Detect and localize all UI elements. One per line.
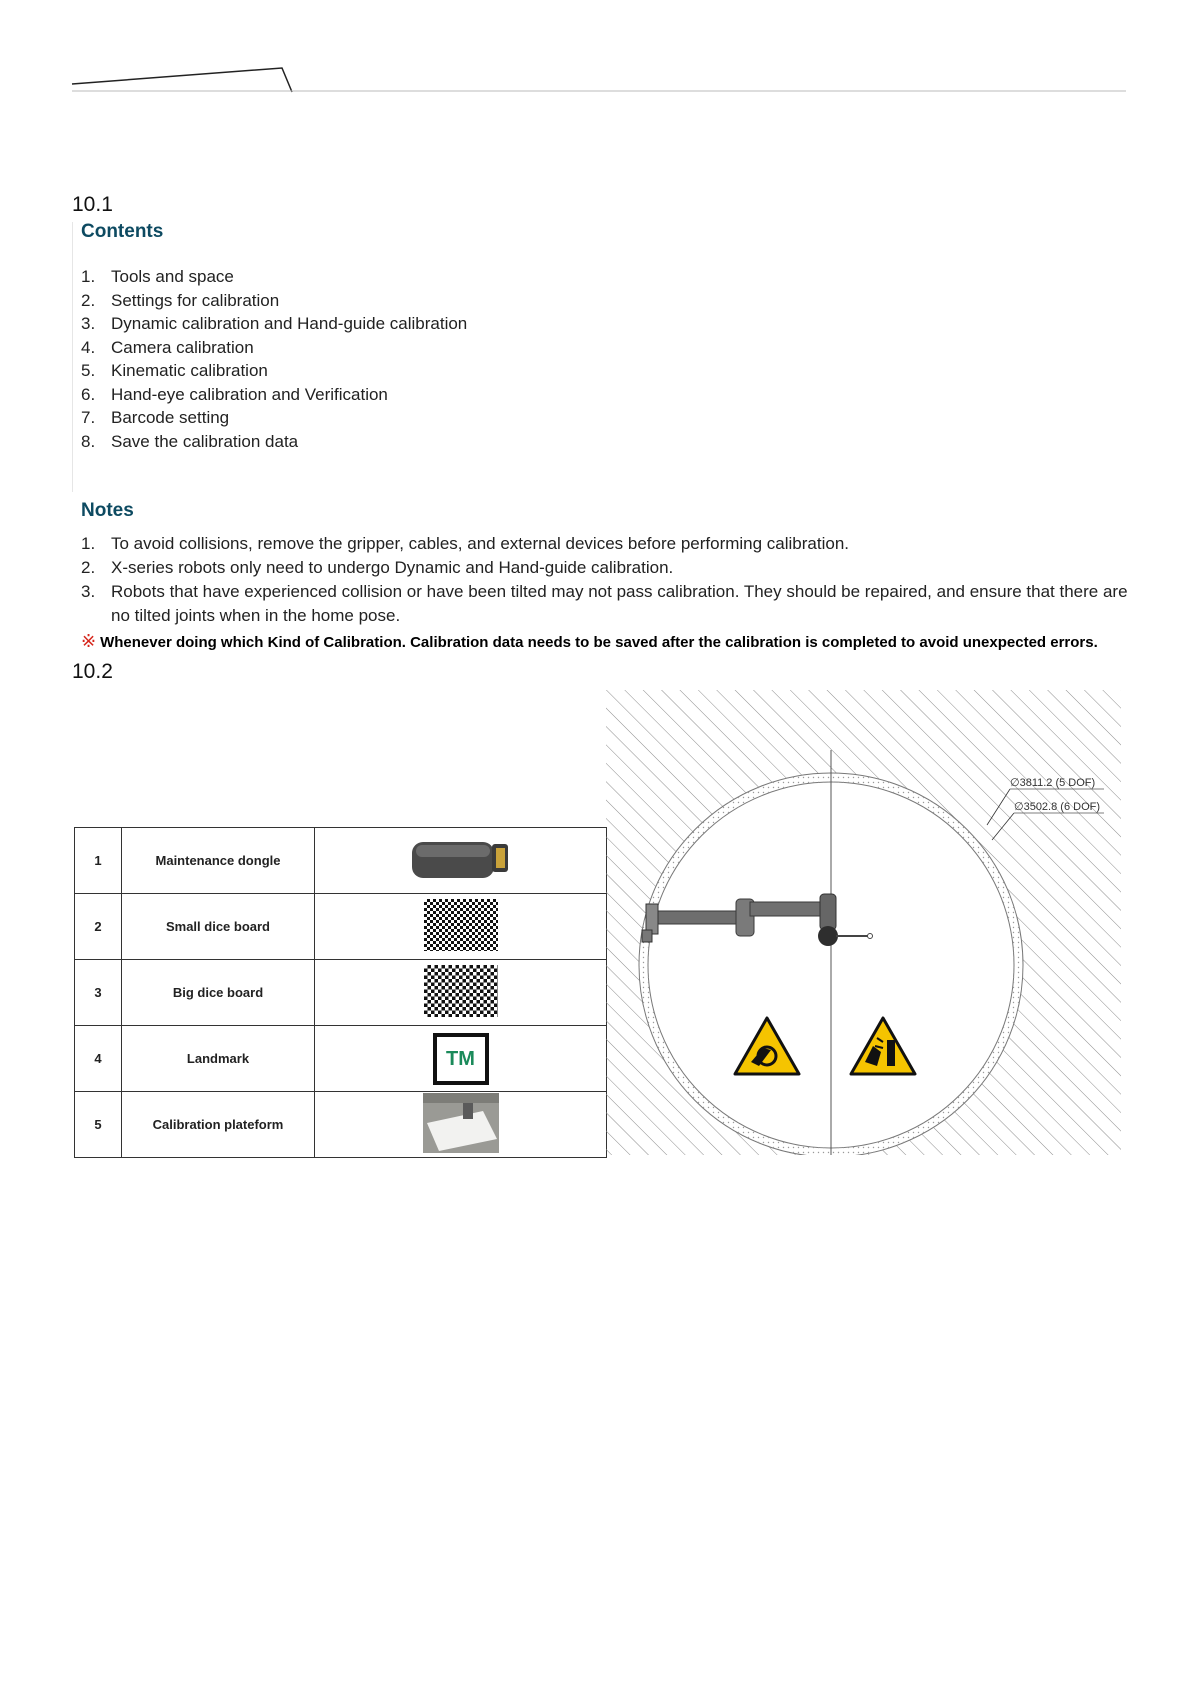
calibration-warning: ※ Whenever doing which Kind of Calibration. Calibration data needs to be saved after the calibration is completed to avoid unexpected errors.	[81, 631, 1098, 651]
tool-image	[315, 1092, 607, 1158]
list-item: 1. To avoid collisions, remove the gripper, cables, and external devices before performing calibration.	[81, 534, 850, 553]
reference-mark-icon: ※	[81, 631, 97, 651]
header-rule	[0, 0, 1191, 100]
notes-list	[81, 532, 1131, 628]
contents-list	[81, 265, 681, 453]
section-number-10-2: 10.2	[72, 660, 113, 683]
tool-number: 3	[75, 960, 122, 1026]
list-item: 5. Kinematic calibration	[81, 361, 268, 380]
outer-dimension-label: ∅3811.2 (5 DOF)	[1010, 777, 1096, 789]
list-item: 8. Save the calibration data	[81, 431, 299, 451]
list-item: 6. Hand-eye calibration and Verification	[81, 384, 388, 404]
table-row	[75, 960, 607, 1026]
list-item: 1. Tools and space	[81, 267, 234, 286]
platform-photo-icon	[423, 1093, 499, 1153]
list-item: 3. Robots that have experienced collision or have been tilted may not pass calibration. They should be repaired, and ensure that there are no tilted joints when in the home pose.	[81, 582, 1128, 625]
tool-name: Calibration plateform	[122, 1092, 315, 1158]
usb-dongle-icon	[406, 833, 516, 885]
tool-number: 1	[75, 828, 122, 894]
table-row	[75, 894, 607, 960]
list-item: 2. X-series robots only need to undergo Dynamic and Hand-guide calibration.	[81, 558, 674, 577]
tool-number: 5	[75, 1092, 122, 1158]
landmark-icon: TM	[433, 1033, 489, 1085]
tool-image	[315, 1026, 607, 1092]
tool-name: Landmark	[122, 1026, 315, 1092]
checkerboard-icon	[424, 899, 498, 951]
tool-image	[315, 828, 607, 894]
workspace-diagram	[606, 690, 1121, 1155]
list-item: 3. Dynamic calibration and Hand-guide calibration	[81, 314, 468, 333]
list-item: 4. Camera calibration	[81, 337, 254, 357]
tool-image	[315, 894, 607, 960]
section-number-10-1: 10.1	[72, 193, 113, 216]
list-item: 2. Settings for calibration	[81, 290, 280, 310]
tool-number: 2	[75, 894, 122, 960]
checkerboard-icon	[424, 965, 498, 1017]
inner-dimension-label: ∅3502.8 (6 DOF)	[1014, 801, 1101, 813]
contents-heading: Contents	[81, 221, 164, 242]
tools-table	[74, 827, 607, 1158]
notes-heading: Notes	[81, 500, 134, 521]
contents-rule	[72, 222, 73, 492]
tool-name: Maintenance dongle	[122, 828, 315, 894]
tool-image	[315, 960, 607, 1026]
tool-number: 4	[75, 1026, 122, 1092]
table-row	[75, 1026, 607, 1092]
list-item: 7. Barcode setting	[81, 408, 230, 427]
tool-name: Small dice board	[122, 894, 315, 960]
tool-name: Big dice board	[122, 960, 315, 1026]
table-row	[75, 828, 607, 894]
table-row	[75, 1092, 607, 1158]
